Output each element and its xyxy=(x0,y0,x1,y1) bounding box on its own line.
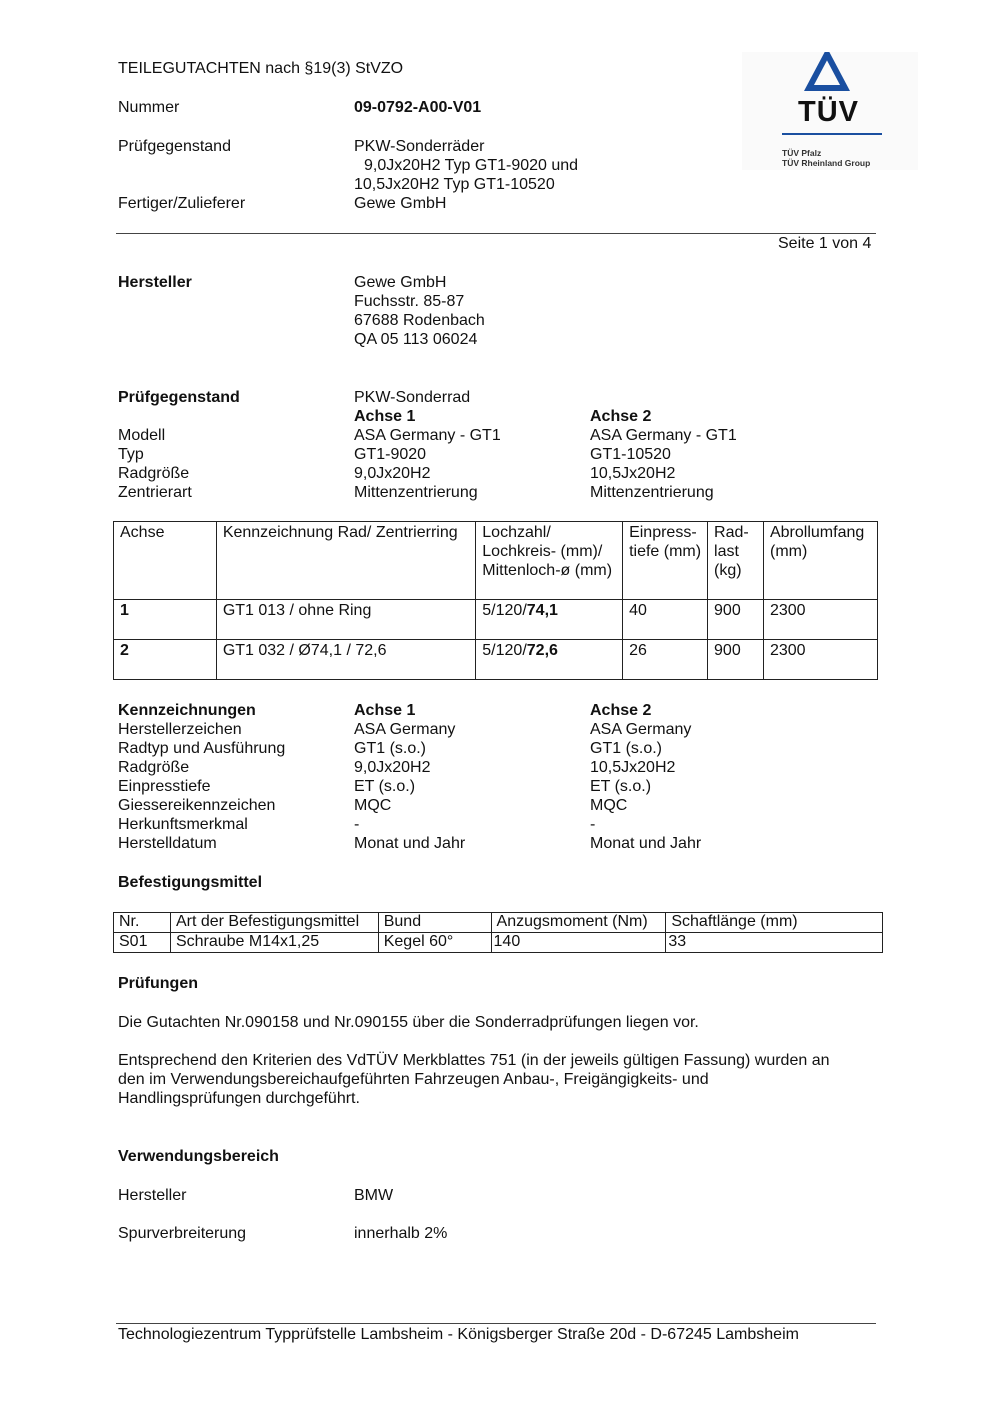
pruefungen-text-line: Entsprechend den Kriterien des VdTÜV Merkblattes 751 (in der jeweils gültigen Fassung) wurden an xyxy=(118,1052,830,1069)
header-cell: Achse xyxy=(114,522,217,600)
table-row xyxy=(114,933,883,953)
cell-nr: S01 xyxy=(114,933,171,953)
fertiger-label: Fertiger/Zulieferer xyxy=(118,195,246,212)
kennz-achse2: MQC xyxy=(590,797,628,814)
hersteller-label: Hersteller xyxy=(118,274,192,291)
spec-label: Typ xyxy=(118,446,144,463)
hersteller-line: Gewe GmbH xyxy=(354,274,447,291)
kennz-label: Radtyp und Ausführung xyxy=(118,740,286,757)
kennz-label: Giessereikennzeichen xyxy=(118,797,276,814)
spec-achse2: ASA Germany - GT1 xyxy=(590,427,737,444)
spec-achse1: 9,0Jx20H2 xyxy=(354,465,431,482)
kennz-achse2-heading: Achse 2 xyxy=(590,702,652,719)
kennz-achse1: 9,0Jx20H2 xyxy=(354,759,431,776)
nummer-label: Nummer xyxy=(118,99,180,116)
kennz-achse2: 10,5Jx20H2 xyxy=(590,759,676,776)
table-row xyxy=(114,600,878,640)
hersteller-line: Fuchsstr. 85-87 xyxy=(354,293,465,310)
kennz-achse1: ET (s.o.) xyxy=(354,778,416,795)
fertiger-value: Gewe GmbH xyxy=(354,195,447,212)
kennz-achse1-heading: Achse 1 xyxy=(354,702,416,719)
kennz-label: Herstelldatum xyxy=(118,835,217,852)
document-title: TEILEGUTACHTEN nach §19(3) StVZO xyxy=(118,60,404,77)
cell-radlast: 900 xyxy=(708,640,764,680)
spec-achse2: GT1-10520 xyxy=(590,446,671,463)
pruefungen-label: Prüfungen xyxy=(118,975,198,992)
kennz-label: Herkunftsmerkmal xyxy=(118,816,248,833)
header-cell: Einpress- tiefe (mm) xyxy=(623,522,708,600)
header-cell: Rad- last (kg) xyxy=(708,522,764,600)
achse2-heading: Achse 2 xyxy=(590,408,652,425)
kennz-label: Herstellerzeichen xyxy=(118,721,242,738)
spurverbreiterung-value: innerhalb 2% xyxy=(354,1225,448,1242)
verwendung-hersteller-value: BMW xyxy=(354,1187,394,1204)
kennz-label: Radgröße xyxy=(118,759,190,776)
spec-achse1: Mittenzentrierung xyxy=(354,484,478,501)
cell-radlast: 900 xyxy=(708,600,764,640)
lochzahl-prefix: 5/120/ xyxy=(482,642,527,659)
spec-achse2: 10,5Jx20H2 xyxy=(590,465,676,482)
pruefungen-text-line: den im Verwendungsbereichaufgeführten Fahrzeugen Anbau-, Freigängigkeits- und xyxy=(118,1071,709,1088)
kennz-label: Einpresstiefe xyxy=(118,778,211,795)
mittenloch-value: 72,6 xyxy=(526,642,558,659)
header-cell: Lochzahl/ Lochkreis- (mm)/ Mittenloch-ø (mm) xyxy=(476,522,623,600)
spec-achse1: ASA Germany - GT1 xyxy=(354,427,501,444)
pruefgegenstand-block-label: Prüfgegenstand xyxy=(118,389,240,406)
footer-text: Technologiezentrum Typprüfstelle Lambsheim - Königsberger Straße 20d - D-67245 Lambsheim xyxy=(118,1326,799,1343)
kennz-achse1: GT1 (s.o.) xyxy=(354,740,427,757)
pruefgegenstand-label: Prüfgegenstand xyxy=(118,138,231,155)
header-cell: Schaftlänge (mm) xyxy=(666,913,883,933)
kennz-achse1: - xyxy=(354,816,360,833)
pruefgegenstand-line: 10,5Jx20H2 Typ GT1-10520 xyxy=(354,176,555,193)
kennz-achse2: - xyxy=(590,816,596,833)
logo-text: TÜV xyxy=(798,96,859,128)
pruefgegenstand-block-value: PKW-Sonderrad xyxy=(354,389,471,406)
table-header-row xyxy=(114,522,878,600)
table-row xyxy=(114,640,878,680)
logo-sub-pfalz: TÜV Pfalz xyxy=(782,148,822,158)
spec-label: Modell xyxy=(118,427,166,444)
cell-kennzeichnung: GT1 013 / ohne Ring xyxy=(216,600,475,640)
pruefungen-text-line: Handlingsprüfungen durchgeführt. xyxy=(118,1090,360,1107)
kennz-achse2: ET (s.o.) xyxy=(590,778,652,795)
header-cell: Nr. xyxy=(114,913,171,933)
cell-achse: 2 xyxy=(114,640,217,680)
spec-label: Radgröße xyxy=(118,465,190,482)
spec-achse1: GT1-9020 xyxy=(354,446,427,463)
cell-abrollumfang: 2300 xyxy=(763,600,877,640)
kennz-achse1: ASA Germany xyxy=(354,721,456,738)
header-cell: Abrollumfang (mm) xyxy=(763,522,877,600)
logo-sub-group: TÜV Rheinland Group xyxy=(782,158,871,168)
hersteller-line: QA 05 113 06024 xyxy=(354,331,478,348)
footer-divider xyxy=(116,1323,876,1324)
kennz-achse2: Monat und Jahr xyxy=(590,835,702,852)
tuv-logo xyxy=(742,52,918,170)
header-cell: Art der Befestigungsmittel xyxy=(170,913,378,933)
cell-anzugsmoment: 140 xyxy=(491,933,666,953)
header-divider xyxy=(116,233,876,234)
pruefgegenstand-line: PKW-Sonderräder xyxy=(354,138,485,155)
cell-achse: 1 xyxy=(114,600,217,640)
cell-einpresstiefe: 26 xyxy=(623,640,708,680)
page-info: Seite 1 von 4 xyxy=(778,235,872,252)
table-header-row xyxy=(114,913,883,933)
cell-art: Schraube M14x1,25 xyxy=(170,933,378,953)
pruefgegenstand-line: 9,0Jx20H2 Typ GT1-9020 und xyxy=(364,157,579,174)
spec-achse2: Mittenzentrierung xyxy=(590,484,714,501)
spurverbreiterung-label: Spurverbreiterung xyxy=(118,1225,247,1242)
cell-kennzeichnung: GT1 032 / Ø74,1 / 72,6 xyxy=(216,640,475,680)
cell-bund: Kegel 60° xyxy=(378,933,491,953)
kennz-achse2: ASA Germany xyxy=(590,721,692,738)
pruefungen-paragraph: Die Gutachten Nr.090158 und Nr.090155 über die Sonderradprüfungen liegen vor. xyxy=(118,1014,699,1031)
verwendung-hersteller-label: Hersteller xyxy=(118,1187,187,1204)
lochzahl-prefix: 5/120/ xyxy=(482,602,527,619)
cell-lochzahl xyxy=(476,640,623,680)
cell-lochzahl xyxy=(476,600,623,640)
header-cell: Bund xyxy=(378,913,491,933)
achse1-heading: Achse 1 xyxy=(354,408,416,425)
verwendungsbereich-label: Verwendungsbereich xyxy=(118,1148,279,1165)
mittenloch-value: 74,1 xyxy=(526,602,558,619)
spec-label: Zentrierart xyxy=(118,484,192,501)
cell-abrollumfang: 2300 xyxy=(763,640,877,680)
kennz-achse1: MQC xyxy=(354,797,392,814)
kennz-achse2: GT1 (s.o.) xyxy=(590,740,663,757)
header-cell: Anzugsmoment (Nm) xyxy=(491,913,666,933)
cell-schaftlaenge: 33 xyxy=(666,933,883,953)
cell-einpresstiefe: 40 xyxy=(623,600,708,640)
nummer-value: 09-0792-A00-V01 xyxy=(354,99,482,116)
befestigung-table xyxy=(113,912,883,953)
kennz-achse1: Monat und Jahr xyxy=(354,835,466,852)
wheel-table xyxy=(113,521,878,680)
kennzeichnungen-label: Kennzeichnungen xyxy=(118,702,256,719)
hersteller-line: 67688 Rodenbach xyxy=(354,312,485,329)
befestigung-label: Befestigungsmittel xyxy=(118,874,263,891)
header-cell: Kennzeichnung Rad/ Zentrierring xyxy=(216,522,475,600)
